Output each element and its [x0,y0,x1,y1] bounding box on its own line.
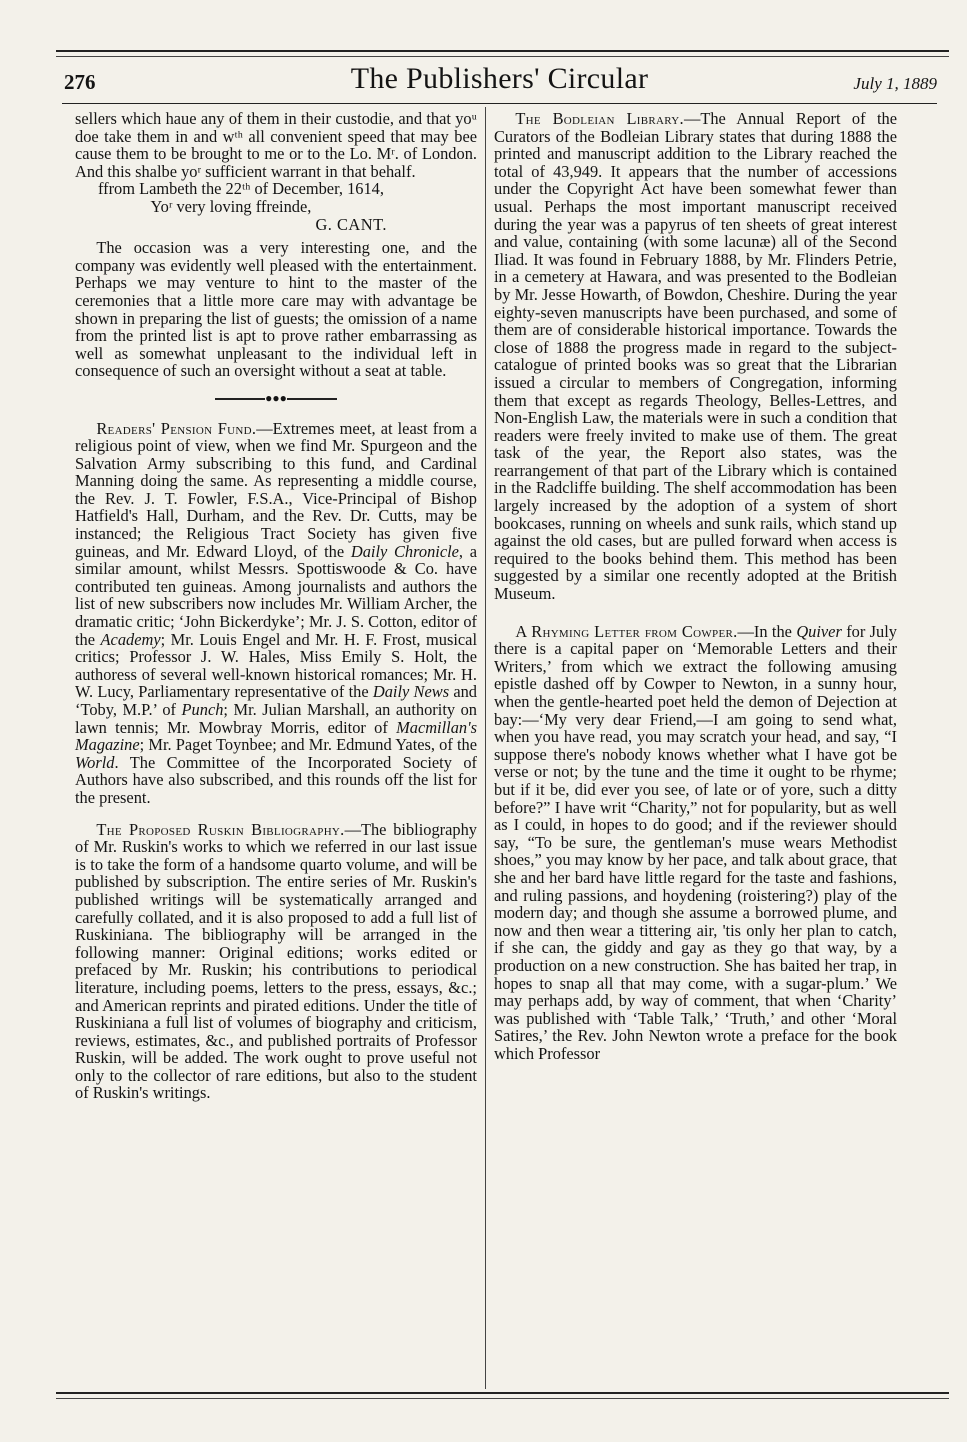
header-rule [62,103,937,104]
readers-pension-heading: Readers' Pension Fund. [96,418,257,438]
bottom-border-rule [56,1392,949,1394]
letter-date: ffrom Lambeth the 22ᵗʰ of December, 1614, [97,179,384,199]
page-number: 276 [64,70,96,94]
ruskin-heading: The Proposed Ruskin Bibliography. [96,819,345,839]
publication-title: The Publishers' Circular [350,62,649,95]
letter-closing: Yoʳ very loving ffreinde, [150,196,312,216]
occasion-paragraph: The occasion was a very interesting one, and the company was evidently well pleased with the entertainment. Perhaps we may venture to hint to the master of the ceremonies that a little more care may with advantage be shown in preparing the list of guests; the omission of a name from the printed list is apt to prove rather embarrassing as well as somewhat unpleasant to the individual left in consequence of such an oversight without a seat at table. [75,238,477,381]
letter-signature: G. CANT. [315,214,387,234]
bodleian-article: The Bodleian Library.—The Annual Report of the Curators of the Bodleian Library states that during 1888 the printed and manuscript addition to the Library reached the total of 43,949. It appears that the number of accessions under the Copyright Act have been somewhat fewer than usual. Perhaps the most important manuscript received during the year was a papyrus of ten sheets of great interest and value, containing (with some lacunæ) all of the Second Iliad. It was found in February 1888, by Mr. Flinders Petrie, in a cemetery at Hawara, and was presented to the Bodleian by Mr. Jesse Howarth, of Bowdon, Cheshire. During the year eighty-seven manuscripts have been purchased, and some of them are of considerable historical importance. Towards the close of 1888 the progress made in regard to the subject-catalogue of printed books was so great that the Librarian issued a circular to members of Congregation, informing them that except as regards Theology, Belles-Lettres, and Non-English Law, the materials were in such a condition that readers were freely invited to make use of them. The great task of the year, the Report also states, was the rearrangement of that part of the Library which is contained in the Radcliffe building. The shelf accommodation has been largely increased by the adoption of a system of short bookcases, running on wheels and sunk rails, which stand up against the old cases, but are pulled forward when access is required to the books behind them. This method has been suggested by a similar one recently adopted at the British Museum. [494,109,897,604]
top-border-rule [56,50,949,52]
letter-text: sellers which haue any of them in their custodie, and that yoᵘ doe take them in and wᵗʰ all convenient speed that may bee cause them to be brought to me or to the Lo. Mʳ. of London. And this shalbe yoʳ sufficient warrant in that behalf. [75,109,477,181]
bodleian-heading: The Bodleian Library. [515,109,684,128]
top-border-rule-thin [56,56,949,57]
running-header [62,62,937,100]
bottom-border-rule-thin [56,1398,949,1399]
column-divider [485,107,486,1389]
cowper-letter-article: A Rhyming Letter from Cowper.—In the Quiver for July there is a capital paper on ‘Memorable Letters and their Writers,’ from which we extract the following amusing epistle dashed off by Cowper to Newton, in a sunny hour, when the gentle-hearted poet held the demon of Dejection at bay:—‘My very dear Friend,—I am going to send what, when you have read, you may scratch your head, and say, “I suppose there's nobody knows whether what I have got be verse or not; by the tune and the time it ought to be rhyme; but if it be, did ever you see, of late or of yore, such a ditty before?” I have writ “Charity,” not for popularity, but as well as I could, in hopes to do good; and if the reviewer should say, “To be sure, the gentleman's muse wears Methodist shoes,” you may know by her pace, and talk about grace, that she and her bard have little regard for the taste and fashions, and ruling passions, and hoydening (roistering?) play of the modern day; and though she assume a borrowed plume, and now and then wear a tittering air, 'tis only her plan to catch, if she can, the giddy and gay as they go that way, by a production on a new construction. She has baited her trap, in hopes to snap all that may come, with a sugar-plum.’ We may perhaps add, by way of comment, that when ‘Charity’ was published with ‘Table Talk,’ ‘Truth,’ and other ‘Moral Satires,’ the Rev. John Newton wrote a preface for the book which Professor [494,621,897,1063]
ruskin-bibliography-article: The Proposed Ruskin Bibliography.—The bibliography of Mr. Ruskin's works to which we referred in our last issue is to take the form of a handsome quarto volume, and will be published by subscription. The entire series of Mr. Ruskin's published writings will be systematically arranged and carefully collated, and it is also proposed to add a full list of Ruskiniana. The bibliography will be arranged in the following manner: Original editions; works edited or prefaced by Mr. Ruskin; his contributions to periodical literature, including poems, letters to the press, essays, &c.; and American reprints and pirated editions. Under the title of Ruskiniana a full list of volumes of biography and criticism, reviews, estimates, &c., and published portraits of Professor Ruskin, will be added. The work ought to prove useful not only to the collector of rare editions, but also to the student of Ruskin's writings. [75,819,477,1103]
cowper-heading: A Rhyming Letter from Cowper. [515,621,738,641]
issue-date: July 1, 1889 [853,74,937,93]
right-column [494,110,897,1062]
left-column [75,110,477,1102]
section-ornament: ●●● [75,390,477,408]
readers-pension-article: Readers' Pension Fund.—Extremes meet, at least from a religious point of view, when we find Mr. Spurgeon and the Salvation Army subscribing to this fund, and Cardinal Manning doing the same. As representing a middle course, the Rev. J. T. Fowler, F.S.A., Vice-Principal of Bishop Hatfield's Hall, Durham, and the Rev. Dr. Cutts, may be instanced; the Religious Tract Society has given five guineas, and Mr. Edward Lloyd, of the Daily Chronicle, a similar amount, whilst Messrs. Spottiswoode & Co. have contributed ten guineas. Among journalists and authors the list of new subscribers now includes Mr. William Archer, the dramatic critic; ‘John Bickerdyke’; Mr. J. S. Cotton, editor of the Academy; Mr. Louis Engel and Mr. H. F. Frost, musical critics; Professor J. W. Hales, Miss Emily S. Holt, the authoress of several well-known historical romances; Mr. H. W. Lucy, Parliamentary representative of the Daily News and ‘Toby, M.P.’ of Punch; Mr. Julian Marshall, an authority on lawn tennis; Mr. Mowbray Morris, editor of Macmillan's Magazine; Mr. Paget Toynbee; and Mr. Edmund Yates, of the World. The Committee of the Incorporated Society of Authors have also subscribed, and this rounds off the list for the present. [75,418,478,807]
